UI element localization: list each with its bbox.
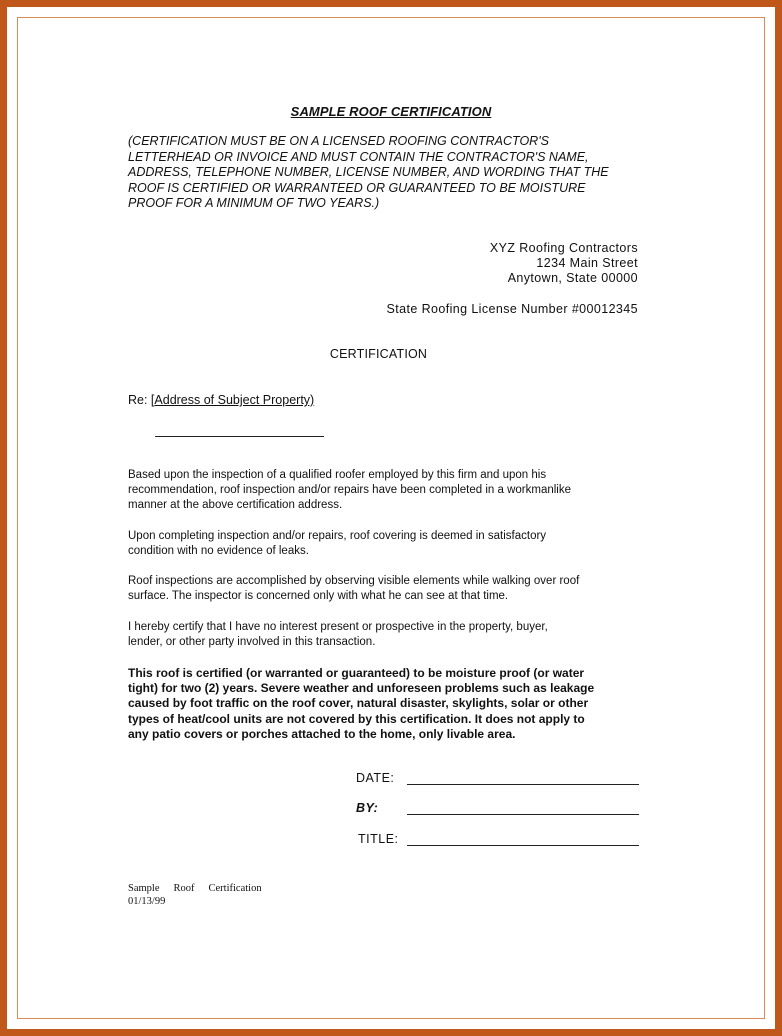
title-label: TITLE: xyxy=(358,832,399,846)
footer-word: Certification xyxy=(208,883,262,894)
certification-notice xyxy=(128,134,648,212)
paragraph-condition xyxy=(128,529,638,559)
paragraph-inspection xyxy=(128,468,638,513)
paragraph-method xyxy=(128,574,638,604)
warranty-paragraph xyxy=(128,666,648,742)
notice-line: (CERTIFICATION MUST BE ON A LICENSED ROOFING CONTRACTOR'S xyxy=(128,134,549,148)
contractor-city-state: Anytown, State 00000 xyxy=(507,271,638,285)
footer-word: Roof xyxy=(173,883,195,894)
re-line xyxy=(128,393,314,407)
paragraph-line: lender, or other party involved in this transaction. xyxy=(128,636,376,648)
paragraph-line: This roof is certified (or warranted or guaranteed) to be moisture proof (or water xyxy=(128,666,585,680)
date-signature-line[interactable] xyxy=(407,784,639,785)
notice-line: ADDRESS, TELEPHONE NUMBER, LICENSE NUMBER, AND WORDING THAT THE xyxy=(128,165,609,179)
certification-heading: CERTIFICATION xyxy=(329,347,428,361)
contractor-license: State Roofing License Number #00012345 xyxy=(386,302,638,316)
paragraph-line: I hereby certify that I have no interest present or prospective in the property, buyer, xyxy=(128,621,548,633)
paragraph-line: Based upon the inspection of a qualified roofer employed by this firm and upon his xyxy=(128,469,547,481)
footer-date: 01/13/99 xyxy=(128,896,166,907)
notice-line: LETTERHEAD OR INVOICE AND MUST CONTAIN THE CONTRACTOR'S NAME, xyxy=(128,149,589,164)
notice-line: ROOF IS CERTIFIED OR WARRANTEED OR GUARANTEED TO BE MOISTURE xyxy=(128,180,586,195)
subject-property: Address of Subject Property) xyxy=(154,393,315,407)
paragraph-line: manner at the above certification address. xyxy=(128,499,343,511)
paragraph-line: types of heat/cool units are not covered by this certification. It does not apply to xyxy=(128,711,585,726)
footer-word: Sample xyxy=(128,883,160,894)
document-title: SAMPLE ROOF CERTIFICATION xyxy=(290,104,492,119)
paragraph-line: Upon completing inspection and/or repairs, roof covering is deemed in satisfactory xyxy=(128,530,547,542)
contractor-name: XYZ Roofing Contractors xyxy=(489,241,638,255)
paragraph-line: any patio covers or porches attached to the home, only livable area. xyxy=(128,726,516,741)
paragraph-line: recommendation, roof inspection and/or repairs have been completed in a workmanlike xyxy=(128,484,571,496)
title-signature-line[interactable] xyxy=(407,845,639,846)
paragraph-line: Roof inspections are accomplished by observing visible elements while walking over roof xyxy=(128,575,580,587)
paragraph-interest xyxy=(128,620,638,650)
by-signature-line[interactable] xyxy=(407,814,639,815)
by-label: BY: xyxy=(356,801,379,815)
date-label: DATE: xyxy=(356,771,395,785)
re-prefix: Re: [ xyxy=(128,393,155,407)
paragraph-line: caused by foot traffic on the roof cover, natural disaster, skylights, solar or other xyxy=(128,696,589,711)
contractor-street: 1234 Main Street xyxy=(536,256,638,270)
paragraph-line: condition with no evidence of leaks. xyxy=(128,545,309,557)
paragraph-line: tight) for two (2) years. Severe weather and unforeseen problems such as leakage xyxy=(128,681,595,696)
footer xyxy=(128,882,276,908)
paragraph-line: surface. The inspector is concerned only with what he can see at that time. xyxy=(128,590,509,602)
property-blank-line xyxy=(155,436,324,437)
notice-line: PROOF FOR A MINIMUM OF TWO YEARS.) xyxy=(128,196,380,210)
